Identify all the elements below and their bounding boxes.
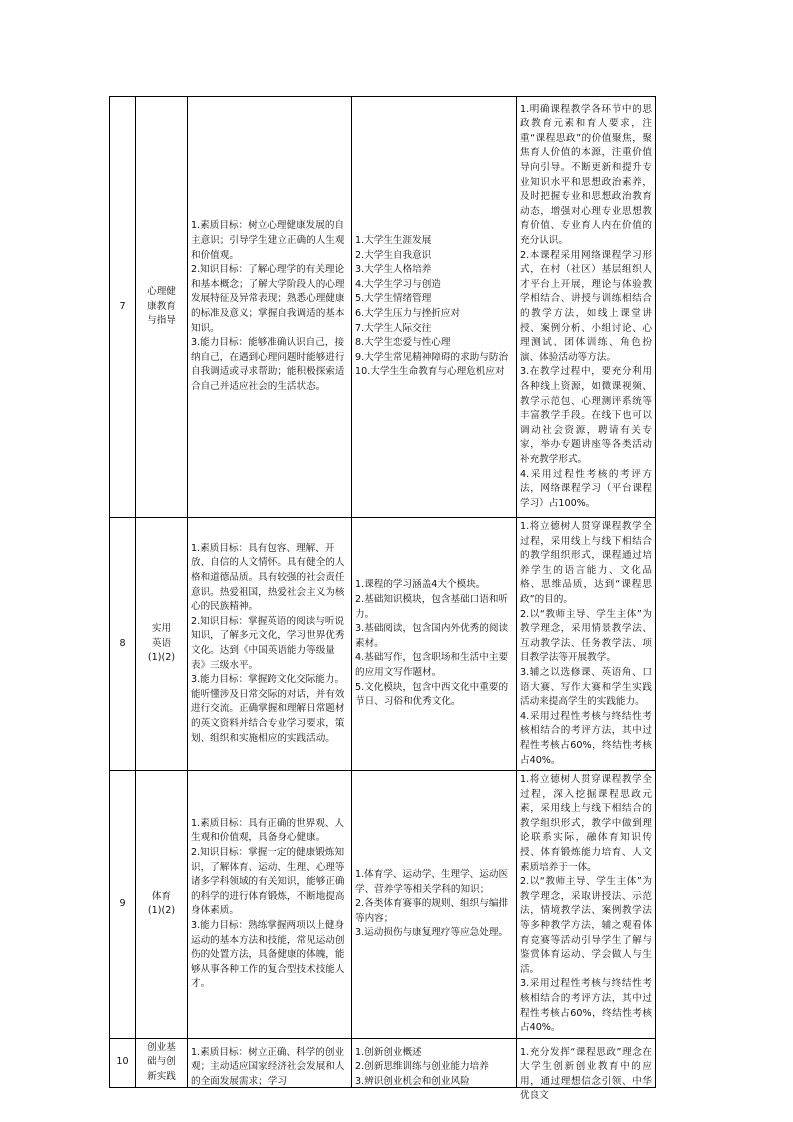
course-goals: 1.素质目标：树立心理健康发展的自主意识；引导学生建立正确的人生观和价值观。 2.知识目标：了解心理学的有关理论和基本概念；了解大学阶段人的心理发展特征及异常表现；熟悉心理健康的标准及意义；掌握自我调适的基本知识。 3.能力目标：能够准确认识自己，接纳自己，在遇到心理问题时能够进行自我调适或寻求帮助；能积极探索适合自己并适应社会的生活状态。: [188, 97, 352, 518]
table-row-7: [110, 97, 656, 518]
course-content: 1.体育学、运动学、生理学、运动医学、营养学等相关学科的知识； 2.各类体育赛事的规则、组织与编排等内容； 3.运动损伤与康复理疗等应急处理。: [352, 771, 517, 1039]
row-number: 9: [110, 771, 136, 1039]
row-number: 8: [110, 518, 136, 771]
course-goals: 1.素质目标：具有正确的世界观、人生观和价值观，具备身心健康。 2.知识目标：掌握一定的健康锻炼知识，了解体育、运动、生理、心理等诸多学科领域的有关知识，能够正确的科学的进行体育锻炼，不断地提高身体素质。 3.能力目标：熟练掌握两项以上健身运动的基本方法和技能，常见运动创伤的处置方法，具备健康的体魄，能够从事各种工作的复合型技术技能人才。: [188, 771, 352, 1039]
course-name: 创业基 础与创 新实践: [136, 1038, 188, 1087]
table-row-9: [110, 771, 656, 1039]
table-row-10: [110, 1038, 656, 1087]
course-goals: 1.素质目标：具有包容、理解、开放、自信的人文情怀。具有健全的人格和道德品质。具有较强的社会责任意识。热爱祖国，热爱社会主义为核心的民族精神。 2.知识目标：掌握英语的阅读与听说知识，了解多元文化，学习世界优秀文化。达到《中国英语能力等级量表》三级水平。 3.能力目标：掌握跨文化交际能力。能听懂涉及日常交际的对话，并有效进行交流。正确掌握和理解日常题材的英文资料并结合专业学习要求，策划、组织和实施相应的实践活动。: [188, 518, 352, 771]
course-content: 1.课程的学习涵盖4大个模块。 2.基础知识模块，包含基础口语和听力。 3.基础阅读，包含国内外优秀的阅读素材。 4.基础写作，包含职场和生活中主要的应用文写作题材。 5.文化模块，包含中西文化中重要的节日、习俗和优秀文化。: [352, 518, 517, 771]
row-number: 7: [110, 97, 136, 518]
teaching-requirements: 1.明确课程教学各环节中的思政教育元素和育人要求，注重“课程思政”的价值聚焦，聚焦育人价值的本源，注重价值导向引导。不断更新和提升专业知识水平和思想政治素养，及时把握专业和思想政治教育动态，增强对心理专业思想教育价值、专业育人内在价值的充分认识。 2.本课程采用网络课程学习形式，在村（社区）基层组织人才平台上开展，理论与体验教学相结合、讲授与训练相结合的教学方法，如线上课堂讲授、案例分析、小组讨论、心理测试、团体训练、角色扮演、体验活动等方法。 3.在教学过程中，要充分利用各种线上资源，如微课视频、教学示范包、心理测评系统等丰富教学手段。在线下也可以调动社会资源，聘请有关专家，举办专题讲座等各类活动补充教学形式。 4.采用过程性考核的考评方法，网络课程学习（平台课程学习）占100%。: [517, 97, 656, 518]
teaching-requirements: 1.充分发挥“课程思政”理念在大学生创新创业教育中的应用，通过理想信念引领、中华优良文: [517, 1038, 656, 1087]
teaching-requirements: 1.将立德树人贯穿课程教学全过程，深入挖掘课程思政元素，采用线上与线下相结合的教学组织形式，教学中做到理论联系实际，融体育知识传授、体育锻炼能力培育、人文素质培养于一体。 2.以“教师主导、学生主体”为教学理念，采取讲授法、示范法，情境教学法、案例教学法等多种教学方法，辅之观看体育竞赛等活动引导学生了解与鉴赏体育运动、学会做人与生活。 3.采用过程性考核与终结性考核相结合的考评方法，其中过程性考核占60%，终结性考核占40%。: [517, 771, 656, 1039]
course-content: 1.创新创业概述 2.创新思维训练与创业能力培养 3.辨识创业机会和创业风险: [352, 1038, 517, 1087]
course-name: 体育 (1)(2): [136, 771, 188, 1039]
course-name: 实用 英语 (1)(2): [136, 518, 188, 771]
course-content: 1.大学生生涯发展 2.大学生自我意识 3.大学生人格培养 4.大学生学习与创造 5.大学生情绪管理 6.大学生压力与挫折应对 7.大学生人际交往 8.大学生恋爱与性心理 9.大学生常见精神障碍的求助与防治 10.大学生生命教育与心理危机应对: [352, 97, 517, 518]
row-number: 10: [110, 1038, 136, 1087]
course-goals: 1.素质目标：树立正确、科学的创业观；主动适应国家经济社会发展和人的全面发展需求；学习: [188, 1038, 352, 1087]
table-row-8: [110, 518, 656, 771]
teaching-requirements: 1.将立德树人贯穿课程教学全过程，采用线上与线下相结合的教学组织形式，课程通过培养学生的语言能力、文化品格、思维品质，达到“课程思政”的目的。 2.以“教师主导、学生主体”为教学理念，采用情景教学法、互动教学法、任务教学法、项目教学法等开展教学。 3.辅之以选修课、英语角、口语大赛、写作大赛和学生实践活动来提高学生的实践能力。 4.采用过程性考核与终结性考核相结合的考评方法，其中过程性考核占60%，终结性考核占40%。: [517, 518, 656, 771]
course-name: 心理健 康教育 与指导: [136, 97, 188, 518]
course-table: [109, 96, 656, 1102]
